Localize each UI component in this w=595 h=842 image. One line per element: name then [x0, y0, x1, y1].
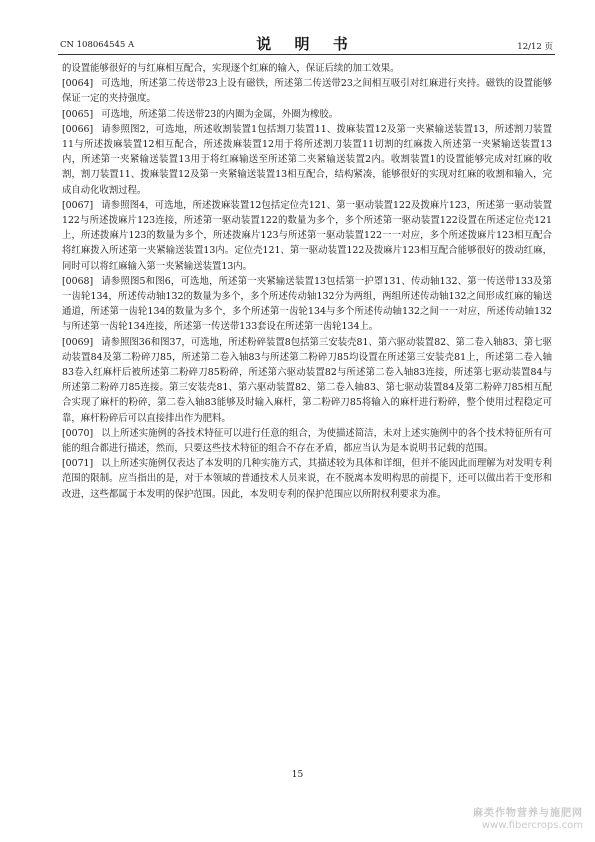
paragraph-number: [0069]	[62, 336, 94, 348]
paragraph	[62, 107, 552, 122]
paragraph-text: 请参照图36和图37，可选地，所述粉碎装置8包括第三安装壳81、第六驱动装置82、第二卷入轴83、第七驱动装置84及第二粉碎刀85，所述第二卷入轴83与所述第二粉碎刀85均设置在所述第三安装壳81上，所述第二卷入轴83卷入红麻杆后被所述第二粉碎刀85粉碎，所述第六驱动装置82与所述第二卷入轴83连接，所述第七驱动装置84与所述第二粉碎刀85连接。第三安装壳81、第六驱动装置82、第二卷入轴83、第七驱动装置84及第二粉碎刀85相互配合实现了麻杆的粉碎，第二卷入轴83能够及时输入麻杆，第二粉碎刀85将输入的麻杆进行粉碎，整个使用过程稳定可靠，麻杆粉碎后可以直接排出作为肥料。	[62, 336, 552, 424]
paragraph-number: [0064]	[62, 78, 94, 90]
paragraph-text: 以上所述实施例的各技术特征可以进行任意的组合，为使描述简洁，未对上述实施例中的各个技术特征所有可能的组合都进行描述，然而，只要这些技术特征的组合不存在矛盾，都应当认为是本说明书记载的范围。	[62, 427, 552, 455]
paragraph-text: 可选地，所述第二传送带23的内圈为金属，外圈为橡胶。	[101, 108, 339, 120]
watermark-url: www.fibercrops.com	[481, 820, 583, 831]
paragraph-number: [0065]	[62, 108, 94, 120]
page-header	[58, 30, 555, 55]
paragraph	[62, 456, 552, 502]
paragraph-text: 请参照图4，可选地，所述拨麻装置12包括定位壳121、第一驱动装置122及拨麻片123，所述第一驱动装置122与所述拨麻片123连接，所述第一驱动装置122的数量为多个，多个所述第一驱动装置122设置在所述定位壳121上，所述拨麻片123的数量为多个，所述拨麻片123与所述第一驱动装置122一一对应，多个所述拨麻片123相互配合将红麻拨入所述第一夹紧输送装置13内。定位壳121、第一驱动装置122及拨麻片123相互配合能够很好的拨动红麻，同时可以将红麻输入第一夹紧输送装置13内。	[62, 199, 552, 272]
paragraph	[62, 61, 552, 76]
paragraph	[62, 274, 552, 335]
watermark-site-name: 麻类作物营养与施肥网	[473, 808, 583, 819]
paragraph-number: [0066]	[62, 123, 94, 135]
paragraph-text: 请参照图5和图6，可选地，所述第一夹紧输送装置13包括第一护罩131、传动轴132、第一传送带133及第一齿轮134，所述传动轴132的数量为多个，多个所述传动轴132分为两组，两组所述传动轴132之间形成红麻的输送通道，所述第一齿轮134的数量为多个，多个所述第一齿轮134与多个所述传动轴132之间一一对应，所述传动轴132与所述第一齿轮134连接，所述第一传送带133套设在所述第一齿轮134上。	[62, 275, 552, 333]
paragraph	[62, 76, 552, 106]
document-title: 说 明 书	[256, 35, 357, 53]
paragraph-number: [0071]	[62, 458, 94, 470]
paragraph	[62, 335, 552, 426]
paragraph	[62, 122, 552, 198]
paragraph-text: 可选地，所述第二传送带23上设有磁铁，所述第二传送带23之间相互吸引对红麻进行夹持。磁铁的设置能够保证一定的夹持强度。	[62, 78, 552, 105]
paragraph-text: 以上所述实施例仅表达了本发明的几种实施方式，其描述较为具体和详细，但并不能因此而理解为对发明专利范围的限制。应当指出的是，对于本领域的普通技术人员来说，在不脱离本发明构思的前提下，还可以做出若干变形和改进，这些都属于本发明的保护范围。因此，本发明专利的保护范围应以所附权利要求为准。	[62, 458, 552, 500]
paragraph	[62, 426, 552, 456]
publication-number: CN 108064545 A	[60, 40, 135, 50]
page-of-indicator: 12/12 页	[517, 42, 553, 52]
paragraph-number: [0068]	[62, 275, 94, 287]
page-number: 15	[291, 770, 304, 780]
paragraph-text: 的设置能够很好的与红麻相互配合，实现逐个红麻的输入，保证后续的加工效果。	[62, 63, 400, 74]
paragraph-number: [0067]	[62, 199, 94, 211]
site-watermark	[473, 808, 583, 832]
description-body	[62, 61, 552, 502]
paragraph-number: [0070]	[62, 427, 94, 439]
paragraph-text: 请参照图2，可选地，所述收割装置1包括割刀装置11、拨麻装置12及第一夹紧输送装置13，所述割刀装置11与所述拨麻装置12相互配合，所述拨麻装置12用于将所述割刀装置11切割的红麻拨入所述第一夹紧输送装置13内，所述第一夹紧输送装置13用于将红麻输送至所述第二夹紧输送装置2内。收割装置1的设置能够完成对红麻的收割，割刀装置11、拨麻装置12及第一夹紧输送装置13相互配合，结构紧凑，能够很好的实现对红麻的收割和输入，完成自动化收割过程。	[62, 123, 552, 196]
paragraph	[62, 198, 552, 274]
